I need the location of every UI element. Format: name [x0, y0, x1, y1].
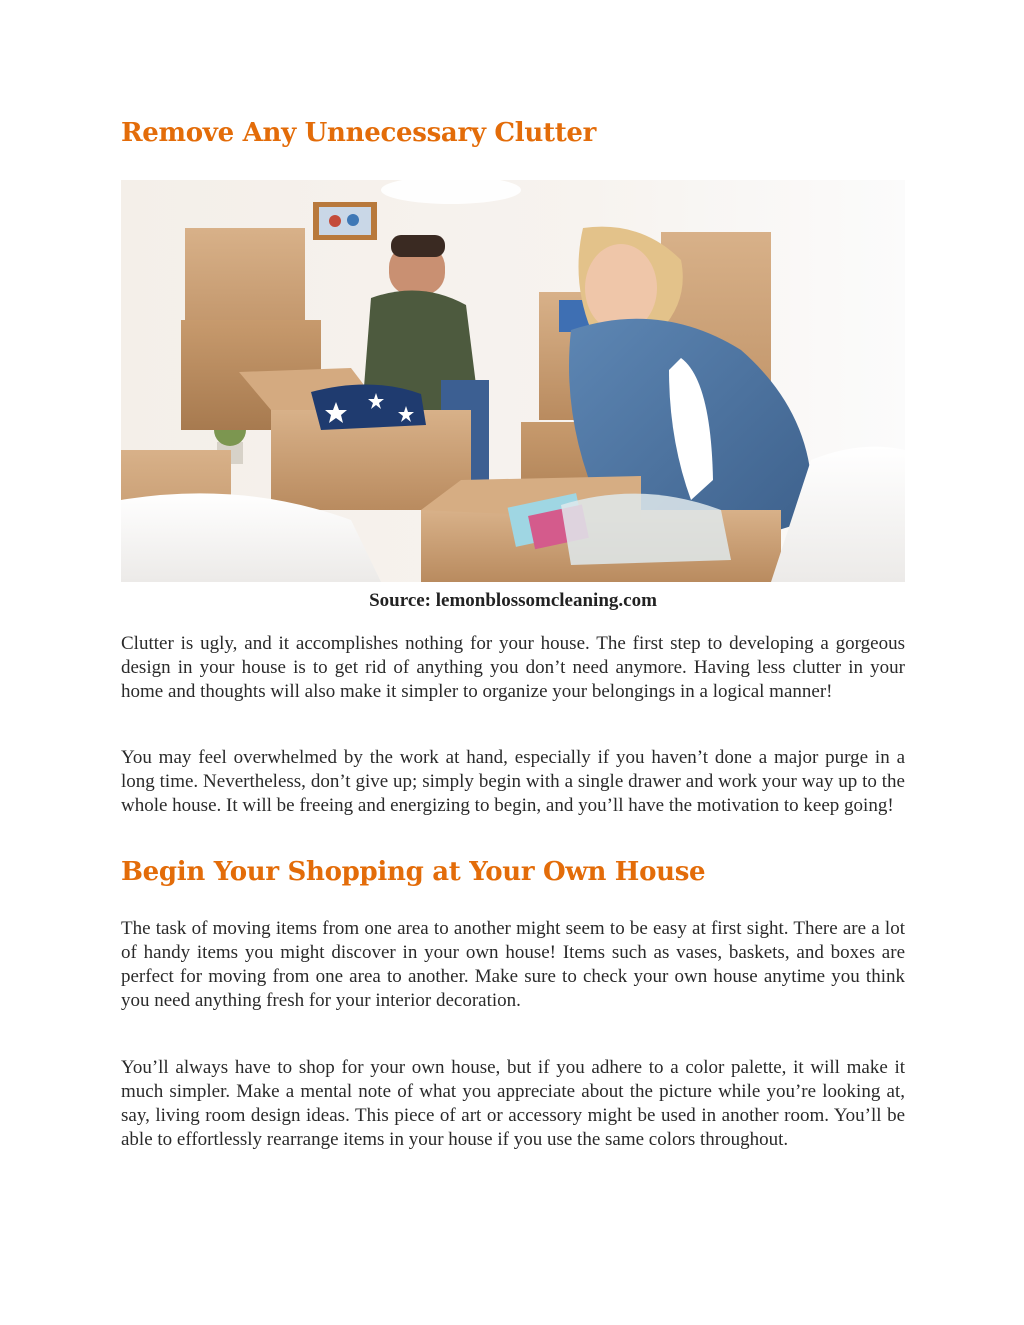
paragraph-moving-items: The task of moving items from one area to another might seem to be easy at first sight. There are a lot of handy items you might discover in your own house! Items such as vases, baskets, and boxes are perfect for moving from one area to another. Make sure to check your own house anytime you think you need anything fresh for your interior decoration.: [121, 918, 905, 1011]
paragraph-overwhelmed: You may feel overwhelmed by the work at hand, especially if you haven’t done a major purge in a long time. Nevertheless, don’t give up; simply begin with a single drawer and work your way up to the whole house. It will be freeing and energizing to begin, and you’ll have the motivation to keep going!: [121, 747, 905, 816]
paragraph-clutter-intro: Clutter is ugly, and it accomplishes nothing for your house. The first step to developing a gorgeous design in your house is to get rid of anything you don’t need anymore. Having less clutter in your home and thoughts will also make it simpler to organize your belongings in a logical manner!: [121, 633, 905, 702]
moving-couple-photo: [121, 180, 905, 582]
section-heading-remove-clutter: Remove Any Unnecessary Clutter: [121, 118, 597, 148]
section-heading-shop-own-house: Begin Your Shopping at Your Own House: [121, 857, 706, 887]
image-caption: Source: lemonblossomcleaning.com: [369, 590, 657, 611]
paragraph-color-palette: You’ll always have to shop for your own house, but if you adhere to a color palette, it will make it much simpler. Make a mental note of what you appreciate about the picture while you’re looking at, say, living room design ideas. This piece of art or accessory might be used in another room. You’ll be able to effortlessly rearrange items in your house if you use the same colors throughout.: [121, 1057, 905, 1150]
